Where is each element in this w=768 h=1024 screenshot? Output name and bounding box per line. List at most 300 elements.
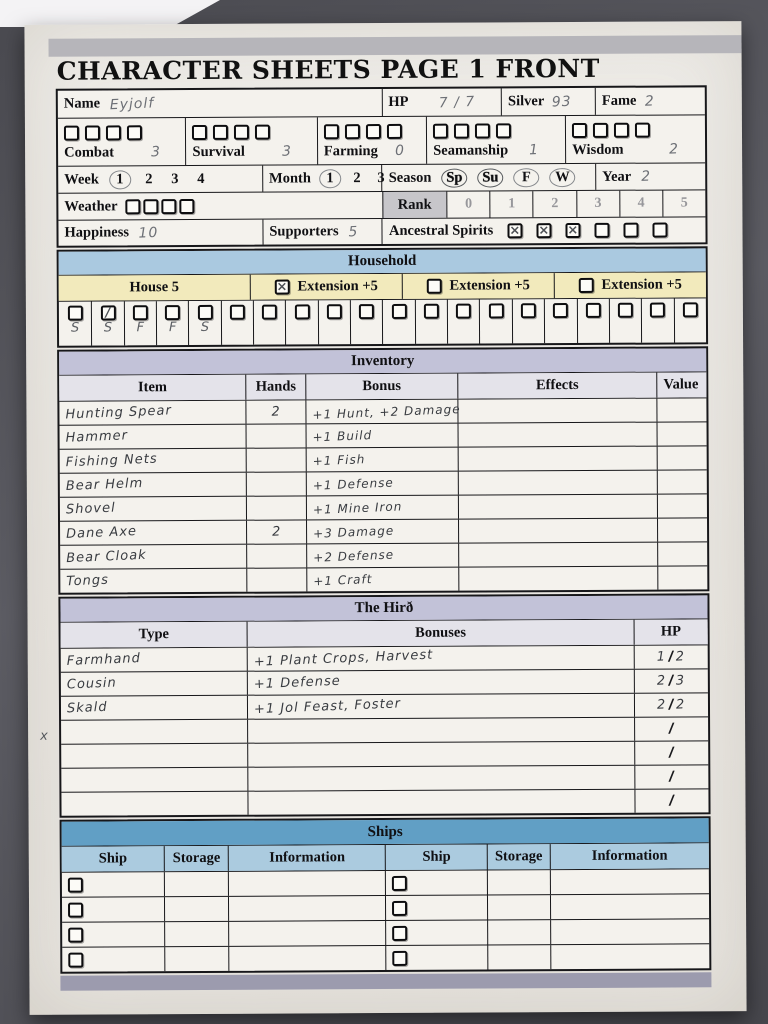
- skill-value: 0: [394, 142, 406, 160]
- col-bonuses: Bonuses: [247, 620, 633, 647]
- checkbox-icon[interactable]: [359, 304, 374, 319]
- effects-cell[interactable]: [458, 471, 657, 495]
- checkbox-icon[interactable]: [197, 305, 212, 320]
- household-slot[interactable]: [479, 300, 512, 344]
- item-cell[interactable]: Bear Cloak: [65, 548, 147, 567]
- information-cell[interactable]: [550, 870, 709, 895]
- bonus-cell[interactable]: +1 Build: [305, 424, 457, 448]
- checkbox-icon[interactable]: [391, 304, 406, 319]
- type-cell[interactable]: [61, 792, 247, 816]
- month-tracker[interactable]: [262, 165, 385, 192]
- checkbox-icon[interactable]: ×: [536, 223, 551, 238]
- skill-label: Combat: [64, 144, 115, 161]
- skill-label: Wisdom: [572, 141, 624, 159]
- information-cell[interactable]: [550, 945, 709, 970]
- checkbox-icon[interactable]: [553, 303, 568, 318]
- rank-5[interactable]: 5: [662, 191, 705, 217]
- checkbox-icon[interactable]: [68, 877, 83, 892]
- hp-cell[interactable]: 1 / 2: [633, 646, 708, 669]
- household-section: [57, 247, 709, 348]
- checkbox-icon[interactable]: [161, 199, 176, 214]
- item-cell[interactable]: Hammer: [65, 428, 129, 447]
- item-cell[interactable]: Dane Axe: [65, 524, 138, 543]
- hp-slash: /: [667, 792, 676, 810]
- ancestral-spirits-tracker[interactable]: [382, 218, 706, 245]
- checkbox-icon[interactable]: [262, 305, 277, 320]
- rank-0[interactable]: 0: [446, 192, 489, 218]
- col-storage: Storage: [164, 846, 228, 871]
- item-cell[interactable]: Fishing Nets: [65, 451, 158, 471]
- item-cell[interactable]: Shovel: [65, 500, 116, 518]
- skill-seamanship[interactable]: [426, 116, 565, 164]
- hird-row: [61, 669, 708, 696]
- ship-cell[interactable]: [62, 897, 164, 922]
- skill-label: Survival: [192, 143, 245, 161]
- household-slot[interactable]: [544, 299, 577, 343]
- inventory-row: [60, 470, 707, 497]
- information-cell[interactable]: [228, 871, 385, 896]
- household-slot[interactable]: / S: [91, 302, 124, 346]
- checkbox-icon[interactable]: ×: [274, 280, 289, 295]
- bonus-cell[interactable]: +3 Damage: [306, 520, 458, 544]
- checkbox-icon[interactable]: [454, 124, 469, 139]
- skill-survival[interactable]: [185, 118, 317, 166]
- checkbox-icon[interactable]: [125, 199, 140, 214]
- ship-cell[interactable]: [386, 921, 488, 946]
- week-1[interactable]: 1: [109, 170, 131, 189]
- checkbox-icon[interactable]: [127, 126, 142, 141]
- hird-row: [61, 717, 708, 744]
- bonuses-cell[interactable]: +1 Plant Crops, Harvest: [247, 646, 633, 671]
- season-summer[interactable]: Su: [477, 168, 503, 187]
- ship-row: [62, 919, 709, 947]
- happiness-field[interactable]: [58, 220, 262, 246]
- skill-farming[interactable]: [317, 117, 427, 165]
- ship-row: [62, 869, 709, 897]
- household-slot[interactable]: [415, 300, 448, 344]
- value-cell[interactable]: [657, 399, 707, 422]
- hands-cell[interactable]: [246, 497, 306, 520]
- hands-cell[interactable]: [246, 545, 306, 568]
- checkbox-icon[interactable]: [572, 123, 587, 138]
- fame-label: Fame: [601, 92, 637, 110]
- hp-cell[interactable]: 2 / 3: [633, 670, 708, 693]
- week-label: Week: [64, 171, 99, 188]
- bonus-cell[interactable]: +1 Mine Iron: [306, 496, 458, 520]
- effects-cell[interactable]: [458, 567, 657, 591]
- name-label: Name: [63, 95, 101, 112]
- weather-checkboxes[interactable]: [125, 199, 194, 214]
- checkbox-icon[interactable]: [433, 124, 448, 139]
- season-winter[interactable]: W: [549, 168, 575, 187]
- skill-value: 2: [668, 141, 680, 158]
- checkbox-icon[interactable]: [106, 126, 121, 141]
- background-sheet-corner: [0, 0, 220, 27]
- effects-cell[interactable]: [457, 423, 656, 447]
- year-field[interactable]: [595, 164, 705, 191]
- household-slot[interactable]: S: [59, 302, 92, 346]
- hp-cell[interactable]: [634, 742, 709, 765]
- type-cell[interactable]: [61, 720, 247, 744]
- hp-field[interactable]: [381, 89, 501, 117]
- hird-row: [61, 789, 708, 816]
- skill-combat[interactable]: [58, 118, 186, 166]
- value-cell[interactable]: [657, 567, 707, 590]
- col-type: Type: [61, 622, 247, 648]
- ship-cell[interactable]: [385, 871, 487, 896]
- hird-row: [61, 765, 708, 792]
- week-tracker[interactable]: [58, 166, 262, 193]
- type-cell[interactable]: Cousin: [66, 675, 118, 693]
- checkbox-icon[interactable]: [327, 304, 342, 319]
- checkbox-icon[interactable]: [578, 278, 593, 293]
- household-slot[interactable]: F: [156, 301, 189, 345]
- rank-2[interactable]: 2: [533, 191, 576, 217]
- type-cell[interactable]: Farmhand: [66, 651, 142, 670]
- skill-checkboxes[interactable]: [192, 125, 270, 140]
- checkbox-icon[interactable]: /: [100, 306, 115, 321]
- checkbox-icon[interactable]: [366, 124, 381, 139]
- skill-checkboxes[interactable]: [64, 126, 142, 141]
- skill-checkboxes[interactable]: [324, 124, 402, 139]
- col-value: Value: [656, 373, 706, 398]
- checkbox-icon[interactable]: [213, 125, 228, 140]
- checkbox-icon[interactable]: [255, 125, 270, 140]
- season-spring[interactable]: Sp: [441, 168, 467, 187]
- skill-wisdom[interactable]: [565, 116, 705, 164]
- rank-4[interactable]: 4: [619, 191, 662, 217]
- hp-slash: /: [667, 720, 676, 738]
- checkbox-icon[interactable]: [614, 123, 629, 138]
- hp-slash: /: [667, 672, 675, 690]
- household-slot[interactable]: [609, 299, 642, 343]
- ship-row: [62, 894, 709, 922]
- extension-label: Extension +5: [449, 277, 530, 294]
- col-information: Information: [550, 844, 709, 870]
- hands-cell[interactable]: [246, 449, 306, 472]
- bonuses-cell[interactable]: [248, 742, 634, 767]
- checkbox-icon[interactable]: [635, 123, 650, 138]
- checkbox-icon[interactable]: [387, 124, 402, 139]
- household-slot[interactable]: [350, 300, 383, 344]
- checkbox-icon[interactable]: [192, 125, 207, 140]
- bonuses-cell[interactable]: +1 Jol Feast, Foster: [247, 694, 633, 719]
- storage-cell[interactable]: [487, 895, 550, 919]
- value-cell[interactable]: [657, 471, 707, 494]
- hands-cell[interactable]: 2: [246, 401, 306, 424]
- fame-value: 2: [644, 93, 655, 110]
- rank-label-cell: [382, 192, 447, 218]
- month-label: Month: [268, 170, 311, 187]
- checkbox-icon[interactable]: [650, 303, 665, 318]
- week-3[interactable]: 3: [171, 170, 179, 188]
- household-header: Household: [59, 249, 706, 275]
- hp-cell[interactable]: [634, 766, 709, 789]
- page-title: CHARACTER SHEETS PAGE 1 FRONT: [56, 53, 600, 86]
- bonuses-cell[interactable]: [248, 790, 634, 815]
- household-slot[interactable]: [382, 300, 415, 344]
- value-cell[interactable]: [657, 519, 707, 542]
- household-slot[interactable]: [253, 301, 286, 345]
- photocopy-band: [48, 35, 741, 57]
- checkbox-icon[interactable]: ×: [565, 223, 580, 238]
- checkbox-icon[interactable]: [424, 304, 439, 319]
- happiness-value: 10: [138, 224, 160, 242]
- bonuses-cell[interactable]: [248, 766, 634, 791]
- rank-label: Rank: [397, 196, 432, 213]
- hird-section: [58, 594, 710, 818]
- weather-tracker[interactable]: [58, 192, 382, 220]
- value-cell[interactable]: [657, 495, 707, 518]
- col-effects: Effects: [457, 373, 656, 399]
- household-slot[interactable]: [576, 299, 609, 343]
- checkbox-icon[interactable]: [294, 305, 309, 320]
- information-cell[interactable]: [229, 946, 386, 971]
- inventory-row: [60, 542, 707, 569]
- name-value: Eyjolf: [109, 95, 155, 113]
- household-slot[interactable]: [318, 300, 351, 344]
- value-cell[interactable]: [657, 543, 707, 566]
- inventory-row: [60, 518, 707, 545]
- bonus-cell[interactable]: +1 Fish: [305, 448, 457, 472]
- type-cell[interactable]: [61, 744, 247, 768]
- skill-value: 1: [528, 142, 540, 159]
- season-tracker[interactable]: [382, 164, 596, 191]
- ship-cell[interactable]: [62, 922, 164, 947]
- storage-cell[interactable]: [487, 945, 550, 969]
- character-sheet-paper: [24, 21, 746, 1015]
- supporters-field[interactable]: [262, 219, 382, 245]
- month-3[interactable]: 3: [377, 169, 385, 186]
- week-2[interactable]: 2: [145, 171, 153, 188]
- type-cell[interactable]: [61, 768, 247, 792]
- supporters-value: 5: [348, 223, 359, 241]
- value-cell[interactable]: [657, 423, 707, 446]
- hp-cell[interactable]: [634, 790, 709, 813]
- season-fall[interactable]: F: [513, 168, 539, 187]
- checkbox-icon[interactable]: [426, 279, 441, 294]
- checkbox-icon[interactable]: [393, 926, 408, 941]
- ships-section: [60, 817, 712, 974]
- silver-label: Silver: [507, 93, 545, 110]
- month-1[interactable]: 1: [319, 169, 341, 188]
- checkbox-icon[interactable]: [165, 305, 180, 320]
- checkbox-icon[interactable]: [230, 305, 245, 320]
- inventory-header: Inventory: [59, 349, 706, 375]
- name-field[interactable]: [58, 89, 382, 118]
- extension-3[interactable]: [554, 273, 706, 299]
- effects-cell[interactable]: [458, 543, 657, 567]
- checkbox-icon[interactable]: [68, 902, 83, 917]
- extension-label: Extension +5: [601, 276, 682, 294]
- effects-cell[interactable]: [458, 447, 657, 471]
- hp-value: 7 / 7: [438, 93, 476, 112]
- checkbox-icon[interactable]: [68, 927, 83, 942]
- hp-slash: /: [667, 696, 676, 714]
- hp-slash: /: [667, 744, 676, 762]
- checkbox-icon[interactable]: [475, 124, 490, 139]
- checkbox-icon[interactable]: [586, 303, 601, 318]
- checkbox-icon[interactable]: [489, 304, 504, 319]
- week-4[interactable]: 4: [197, 170, 205, 187]
- hp-cell[interactable]: [634, 718, 709, 741]
- checkbox-icon[interactable]: [234, 125, 249, 140]
- season-label: Season: [388, 169, 432, 186]
- storage-cell[interactable]: [164, 872, 228, 896]
- checkbox-icon[interactable]: [392, 901, 407, 916]
- checkbox-icon[interactable]: [521, 303, 536, 318]
- year-value: 2: [640, 168, 652, 186]
- bonus-cell[interactable]: +1 Craft: [306, 568, 458, 592]
- storage-cell[interactable]: [164, 897, 228, 921]
- skill-checkboxes[interactable]: [433, 124, 511, 139]
- checkbox-icon[interactable]: [593, 123, 608, 138]
- item-cell[interactable]: Hunting Spear: [65, 403, 173, 423]
- fame-field[interactable]: [595, 88, 705, 116]
- storage-cell[interactable]: [487, 870, 550, 894]
- hird-header: The Hirð: [60, 596, 707, 622]
- rank-3[interactable]: 3: [576, 191, 619, 217]
- extension-2[interactable]: [402, 273, 554, 299]
- skill-label: Farming: [323, 143, 378, 160]
- bonuses-cell[interactable]: [247, 718, 633, 743]
- hird-row: [61, 693, 708, 720]
- storage-cell[interactable]: [164, 922, 228, 946]
- hp-label: HP: [388, 94, 409, 111]
- bonus-cell[interactable]: +2 Defense: [306, 544, 458, 568]
- happiness-label: Happiness: [64, 224, 130, 241]
- checkbox-icon[interactable]: [496, 124, 511, 139]
- year-label: Year: [602, 168, 632, 185]
- checkbox-icon[interactable]: [85, 126, 100, 141]
- hands-cell[interactable]: 2: [246, 521, 306, 544]
- bonus-cell[interactable]: +1 Hunt, +2 Damage: [305, 400, 457, 424]
- rank-1[interactable]: 1: [490, 191, 533, 217]
- col-information: Information: [228, 845, 385, 871]
- col-storage: Storage: [487, 844, 550, 869]
- item-cell[interactable]: Bear Helm: [65, 476, 144, 495]
- house-cell: [59, 275, 250, 301]
- extension-label: Extension +5: [297, 278, 378, 295]
- item-cell[interactable]: Tongs: [66, 572, 110, 590]
- checkbox-icon[interactable]: [179, 199, 194, 214]
- hands-cell[interactable]: [246, 473, 306, 496]
- silver-field[interactable]: [501, 88, 595, 115]
- storage-cell[interactable]: [164, 947, 228, 971]
- checkbox-icon[interactable]: ×: [507, 224, 522, 239]
- ship-cell[interactable]: [62, 947, 164, 972]
- bonuses-cell[interactable]: +1 Defense: [247, 670, 633, 695]
- ship-cell[interactable]: [385, 896, 487, 921]
- hp-slash: /: [667, 648, 675, 666]
- inventory-row: [60, 422, 707, 449]
- effects-cell[interactable]: [458, 495, 657, 519]
- extension-1[interactable]: [250, 274, 402, 300]
- ship-row: [62, 944, 709, 972]
- hp-slash: /: [667, 768, 676, 786]
- effects-cell[interactable]: [458, 519, 657, 543]
- inventory-section: [57, 347, 709, 595]
- house-label: House 5: [129, 279, 180, 296]
- ships-header: Ships: [62, 819, 709, 846]
- household-slot[interactable]: [641, 299, 674, 343]
- inventory-row: [60, 494, 707, 521]
- checkbox-icon[interactable]: [345, 124, 360, 139]
- household-slot[interactable]: [673, 299, 706, 343]
- hp-cell[interactable]: 2 / 2: [634, 694, 709, 717]
- information-cell[interactable]: [228, 921, 385, 946]
- household-slot[interactable]: S: [188, 301, 221, 345]
- type-cell[interactable]: Skald: [66, 700, 108, 717]
- household-slot[interactable]: [221, 301, 254, 345]
- checkbox-icon[interactable]: [64, 126, 79, 141]
- information-cell[interactable]: [550, 920, 709, 945]
- checkbox-icon[interactable]: [143, 199, 158, 214]
- hands-cell[interactable]: [246, 425, 306, 448]
- checkbox-icon[interactable]: [456, 304, 471, 319]
- checkbox-icon[interactable]: [623, 223, 638, 238]
- skill-label: Seamanship: [433, 142, 509, 159]
- stats-table: [56, 86, 708, 248]
- sheet-bottom-band: [60, 973, 711, 991]
- weather-label: Weather: [64, 198, 118, 215]
- hird-row: [61, 741, 708, 768]
- col-hp: HP: [633, 620, 708, 645]
- margin-note-x: x: [40, 728, 48, 744]
- col-ship: Ship: [385, 845, 487, 871]
- skill-value: 3: [150, 144, 162, 161]
- supporters-label: Supporters: [269, 223, 339, 240]
- checkbox-icon[interactable]: [393, 951, 408, 966]
- checkbox-icon[interactable]: [618, 303, 633, 318]
- storage-cell[interactable]: [487, 920, 550, 944]
- col-bonus: Bonus: [305, 374, 457, 400]
- month-2[interactable]: 2: [353, 170, 361, 187]
- col-item: Item: [59, 375, 245, 401]
- silver-value: 93: [551, 93, 573, 111]
- checkbox-icon[interactable]: [133, 305, 148, 320]
- hird-row: [61, 645, 708, 672]
- ship-cell[interactable]: [386, 946, 488, 971]
- household-slot[interactable]: [447, 300, 480, 344]
- value-cell[interactable]: [657, 447, 707, 470]
- checkbox-icon[interactable]: [652, 223, 667, 238]
- ancestral-spirits-label: Ancestral Spirits: [388, 222, 494, 240]
- checkbox-icon[interactable]: [594, 223, 609, 238]
- inventory-row: [60, 566, 707, 593]
- hands-cell[interactable]: [247, 569, 307, 592]
- checkbox-icon[interactable]: [68, 306, 83, 321]
- bonus-cell[interactable]: +1 Defense: [306, 472, 458, 496]
- household-slot[interactable]: [285, 301, 318, 345]
- skill-value: 3: [281, 143, 293, 160]
- effects-cell[interactable]: [457, 399, 656, 423]
- checkbox-icon[interactable]: [324, 124, 339, 139]
- inventory-row: [59, 398, 706, 425]
- col-ship: Ship: [62, 846, 164, 872]
- skill-checkboxes[interactable]: [572, 123, 650, 138]
- household-slot[interactable]: F: [124, 301, 157, 345]
- checkbox-icon[interactable]: [683, 303, 698, 318]
- inventory-row: [60, 446, 707, 473]
- col-hands: Hands: [246, 375, 306, 400]
- checkbox-icon[interactable]: [68, 952, 83, 967]
- information-cell[interactable]: [550, 895, 709, 920]
- checkbox-icon[interactable]: [392, 876, 407, 891]
- information-cell[interactable]: [228, 896, 385, 921]
- ship-cell[interactable]: [62, 872, 164, 897]
- household-slot[interactable]: [512, 299, 545, 343]
